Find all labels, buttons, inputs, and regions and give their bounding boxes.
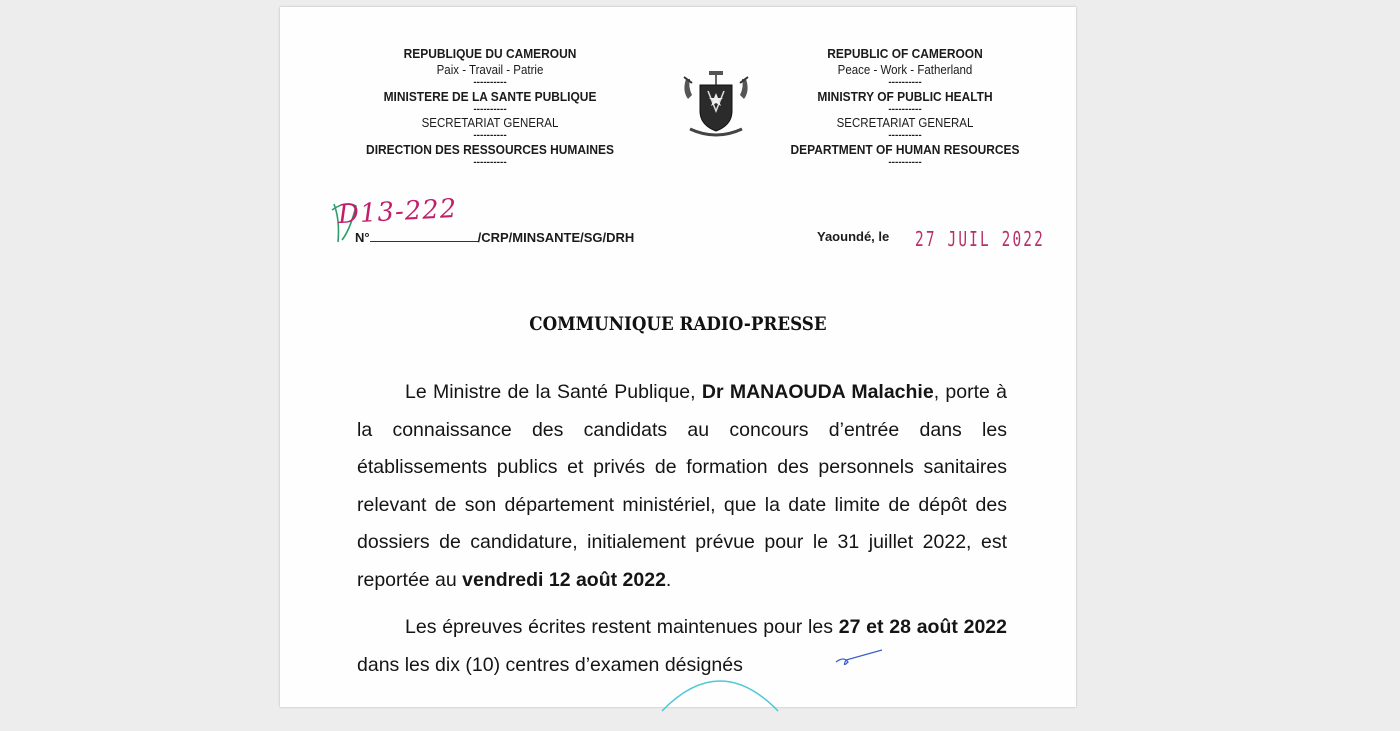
separator: ---------- xyxy=(473,157,507,168)
official-stamp-icon xyxy=(660,671,780,731)
document-title xyxy=(280,313,1076,335)
direction-fr: DIRECTION DES RESSOURCES HUMAINES xyxy=(366,142,614,157)
exam-dates: 27 et 28 août 2022 xyxy=(838,616,1007,638)
document-page xyxy=(280,7,1076,707)
document-body xyxy=(357,374,1007,684)
dateline-place: Yaoundé, le xyxy=(817,229,890,244)
reference-blank xyxy=(370,229,478,242)
reference-prefix: N° xyxy=(355,230,370,245)
paragraph-2-text: dans les dix (10) centres d’examen désignés xyxy=(357,653,743,676)
paragraph-1-text: Le Ministre de la Santé Publique, xyxy=(405,381,702,403)
separator: ---------- xyxy=(888,130,922,141)
secretariat-fr: SECRETARIAT GENERAL xyxy=(421,116,559,130)
ministry-en: MINISTRY OF PUBLIC HEALTH xyxy=(817,89,993,104)
coat-of-arms-icon xyxy=(676,65,756,145)
separator: ---------- xyxy=(888,157,922,168)
reference-line xyxy=(355,229,634,245)
paragraph-1-text: . xyxy=(665,568,672,591)
secretariat-en: SECRETARIAT GENERAL xyxy=(836,116,974,130)
motto-en: Peace - Work - Fatherland xyxy=(837,63,973,77)
separator: ---------- xyxy=(888,77,922,88)
reference-suffix: /CRP/MINSANTE/SG/DRH xyxy=(477,230,635,245)
header-english xyxy=(755,45,1055,168)
date-stamp: 27 JUIL 2022 xyxy=(915,227,1045,251)
paragraph-1-text: , porte à la connaissance des candidats au concours d’entrée dans les établissements publics et privés de formation des personnels sanitaires relevant de son département ministériel, que la date limite de dépôt des dossiers de candidature, initialement prévue pour le 31 juillet 2022, est reportée au xyxy=(357,381,1008,591)
minister-name: Dr MANAOUDA Malachie xyxy=(701,381,934,403)
header-french xyxy=(340,45,640,168)
country-name-fr: REPUBLIQUE DU CAMEROUN xyxy=(403,46,577,61)
paraphe-icon xyxy=(834,648,884,670)
department-en: DEPARTMENT OF HUMAN RESOURCES xyxy=(790,142,1020,157)
country-name-en: REPUBLIC OF CAMEROON xyxy=(827,46,983,61)
motto-fr: Paix - Travail - Patrie xyxy=(436,63,544,77)
paragraph-1 xyxy=(357,374,1007,599)
paragraph-2-text: Les épreuves écrites restent maintenues pour les xyxy=(405,616,839,638)
document-title-text: COMMUNIQUE RADIO-PRESSE xyxy=(529,313,827,335)
separator: ---------- xyxy=(473,104,507,115)
handwritten-reference-number: D13-222 xyxy=(337,193,459,231)
new-deadline: vendredi 12 août 2022 xyxy=(462,568,666,591)
separator: ---------- xyxy=(888,104,922,115)
separator: ---------- xyxy=(473,130,507,141)
ministry-fr: MINISTERE DE LA SANTE PUBLIQUE xyxy=(383,89,597,104)
separator: ---------- xyxy=(473,77,507,88)
